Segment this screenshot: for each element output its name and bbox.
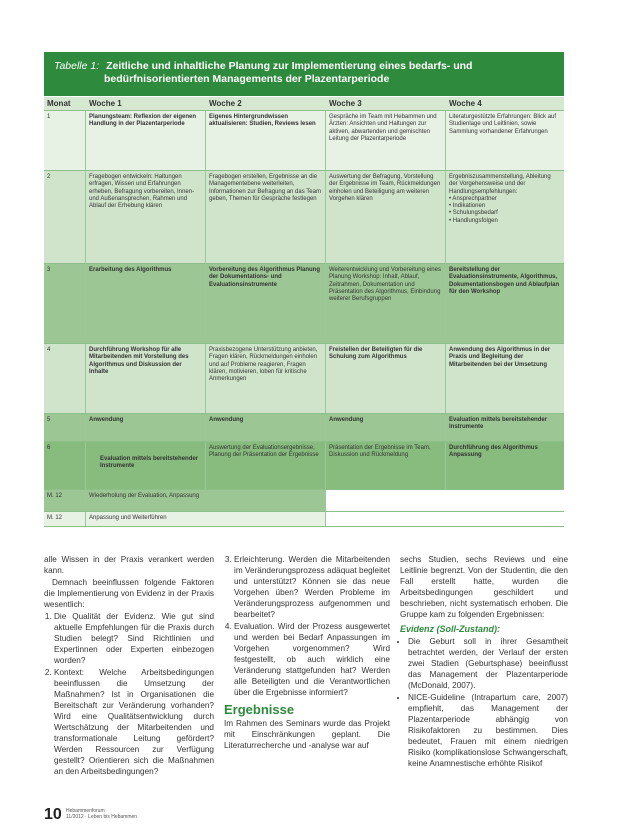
cell-woche4: Ergebniszusammenstellung, Ableitung der Vorgehensweise und der Handlungsempfehlungen: • Ansprechpartner • Indikationen • Schulungsbedarf • Handlungsfolgen [446,171,564,264]
text-column-3 [400,554,568,770]
cell-woche3: Anwendung [326,414,446,442]
cell-monat: 4 [44,344,86,414]
cell-woche2: Vorbereitung des Algorithmus Planung der Dokumentations- und Evaluationsinstrumente [206,264,326,344]
cell-woche1-2: Anpassung und Weiterführen [86,512,326,526]
cell-woche3: Freistellen der Beteiligten für die Schulung zum Algorithmus [326,344,446,414]
cell-woche1: Fragebogen entwickeln: Haltungen erfragen, Wissen und Erfahrungen erheben, Befragung vorbereiten, Innen- und Außenansprechen, Rahmen und Ablauf der Erhebung klären [86,171,206,264]
cell-woche1: Erarbeitung des Algorithmus [86,264,206,344]
text-column-1 [44,554,214,778]
cell-monat: 3 [44,264,86,344]
table-title-line1: Zeitliche und inhaltliche Planung zur Implementierung eines bedarfs- und [106,60,473,72]
footer-line2: 11/2012 · Leben bis Hebammen [66,814,138,820]
table-row [44,489,564,512]
cell-woche1-2: Wiederholung der Evaluation, Anpassung [86,490,326,512]
cell-woche2: Fragebogen erstellen, Ergebnisse an die Managementebene weiterleiten, Informationen zur Befragung an das Team geben, Themen für Gespräche festlegen [206,171,326,264]
cell-monat: 1 [44,111,86,171]
cell-woche3: Gespräche im Team mit Hebammen und Ärzten: Ansichten und Haltungen zur aktiven, abwartenden und gemischten Leitung der Plazentarperiode [326,111,446,171]
table-row [44,511,564,527]
section-heading: Ergebnisse [224,702,295,717]
paragraph: alle Wissen in der Praxis verankert werden kann. [44,555,214,575]
cell-woche3: Präsentation der Ergebnisse im Team, Diskussion und Rückmeldung [326,442,446,490]
table-row [44,441,564,490]
list-item: 2. Kontext: Welche Arbeitsbedingungen beeinflussen die Umsetzung der Maßnahmen? Ist in Organisationen die Bereitschaft zur Veränderung vorhanden? Wird eine Qualitätsentwicklung durch Wertschätzung der Mitarbeitenden und transformationale Leitung gefördert? Werden Ressourcen zur Verfügung gestellt? Orientieren sich die Maßnahmen an den Arbeitsbedingungen? [54,667,214,777]
col-header-monat: Monat [44,97,86,110]
cell-woche1: Planungsteam: Reflexion der eigenen Handlung in der Plazentarperiode [86,111,206,171]
table-row [44,343,564,414]
cell-woche4: Evaluation mittels bereitstehender Instrumente [446,414,564,442]
table-label: Tabelle 1: [54,60,100,72]
cell-monat: M. 12 [44,490,86,512]
cell-woche1: Anwendung [86,414,206,442]
cell-woche1: Durchführung Workshop für alle Mitarbeitenden mit Vorstellung des Algorithmus und Diskussion der Inhalte [86,344,206,414]
col-header-woche4: Woche 4 [446,97,564,110]
table-caption [44,52,564,96]
paragraph: sechs Studien, sechs Reviews und eine Leitlinie begrenzt. Von der Studentin, die den Fall erstellt hatte, wurden die Arbeitsbedingungen geschildert und beschrieben, nicht systematisch erhoben. Die Gruppe kam zu folgenden Ergebnissen: [400,555,568,619]
table-row [44,110,564,171]
cell-woche3: Auswertung der Befragung, Vorstellung der Ergebnisse im Team, Rückmeldungen einholen und Beteiligung am weiteren Vorgehen klären [326,171,446,264]
cell-monat: 6 [44,442,86,490]
col-header-woche2: Woche 2 [206,97,326,110]
list-item: • Die Geburt soll in ihrer Gesamtheit betrachtet werden, der Verlauf der ersten zwei Stadien (Geburtsphase) beeinflusst das Management der Plazentarperiode (McDonald, 2007). [408,636,568,691]
table-title-line2: bedürfnisorientierten Managements der Plazentarperiode [104,73,390,85]
cell-woche3: Weiterentwicklung und Vorbereitung eines Planung Workshop: Inhalt, Ablauf, Zeitrahmen, Dokumentation und Präsentation des Algorithmus, Einbindung weiterer Berufsgruppen [326,264,446,344]
subsection-heading: Evidenz (Soll-Zustand): [400,624,500,634]
cell-monat: 2 [44,171,86,264]
cell-woche3-4 [326,512,564,526]
cell-woche4: Bereitstellung der Evaluationsinstrumente, Algorithmus, Dokumentationsbogen und Ablaufplan für den Workshop [446,264,564,344]
text-column-2 [224,554,390,752]
cell-woche1: Evaluation mittels bereitstehender Instrumente [86,442,206,490]
cell-woche2: Auswertung der Evaluationsergebnisse, Planung der Präsentation der Ergebnisse [206,442,326,490]
list-item: • NICE-Guideline (Intrapartum care, 2007) empfiehlt, das Management der Plazentarperiode abhängig von Risikofaktoren zu bestimmen. Dies bedeutet, Frauen mit einem niedrigen Risiko (komplikationslose Schwangerschaft, keine Anamnestische erhöhte Risikof [408,692,568,769]
table-row [44,263,564,344]
col-header-woche3: Woche 3 [326,97,446,110]
cell-monat: 5 [44,414,86,442]
cell-woche2: Praxisbezogene Unterstützung anbieten, Fragen klären, Rückmeldungen einholen und auf Probleme reagieren, Fragen klären, motivieren, loben für kritische Anmerkungen [206,344,326,414]
cell-woche3-4 [326,490,564,512]
cell-woche2: Eigenes Hintergrundwissen aktualisieren: Studien, Reviews lesen [206,111,326,171]
footer-publication [66,808,137,820]
page-number: 10 [44,806,62,823]
paragraph: Im Rahmen des Seminars wurde das Projekt mit Einschränkungen geplant. Die Literaturrecherche und -analyse war auf [224,719,390,750]
list-item: 1. Die Qualität der Evidenz. Wie gut sind aktuelle Empfehlungen für die Praxis durch Studien belegt? Sind Richtlinien und Expertinnen oder Experten einbezogen worden? [54,611,214,666]
list-item: 4. Evaluation. Wird der Prozess ausgewertet und werden bei Bedarf Anpassungen im Vorgehen vorgenommen? Wird festgestellt, ob auch wirklich eine Veränderung stattgefunden hat? Werden alle Beteiligten und die Verantwortlichen über die Ergebnisse informiert? [234,621,390,698]
table-row [44,170,564,264]
cell-woche4: Literaturgestützte Erfahrungen: Blick auf Studienlage und Leitlinien, sowie Sammlung vorhandener Erfahrungen [446,111,564,171]
table-row [44,413,564,442]
cell-woche4: Durchführung des Algorithmus Anpassung [446,442,564,490]
list-item: 3. Erleichterung. Werden die Mitarbeitenden im Veränderungsprozess adäquat begleitet und unterstützt? Können sie das neue Vorgehen üben? Werden Probleme im Veränderungsprozess aufgenommen und bearbeitet? [234,554,390,620]
col-header-woche1: Woche 1 [86,97,206,110]
cell-woche2: Anwendung [206,414,326,442]
cell-monat: M. 12 [44,512,86,526]
paragraph: Demnach beeinflussen folgende Faktoren die Implementierung von Evidenz in der Praxis wesentlich: [44,578,214,609]
cell-woche4: Anwendung des Algorithmus in der Praxis und Begleitung der Mitarbeitenden bei der Umsetzung [446,344,564,414]
footer-line1: Hebammenforum [66,808,105,814]
